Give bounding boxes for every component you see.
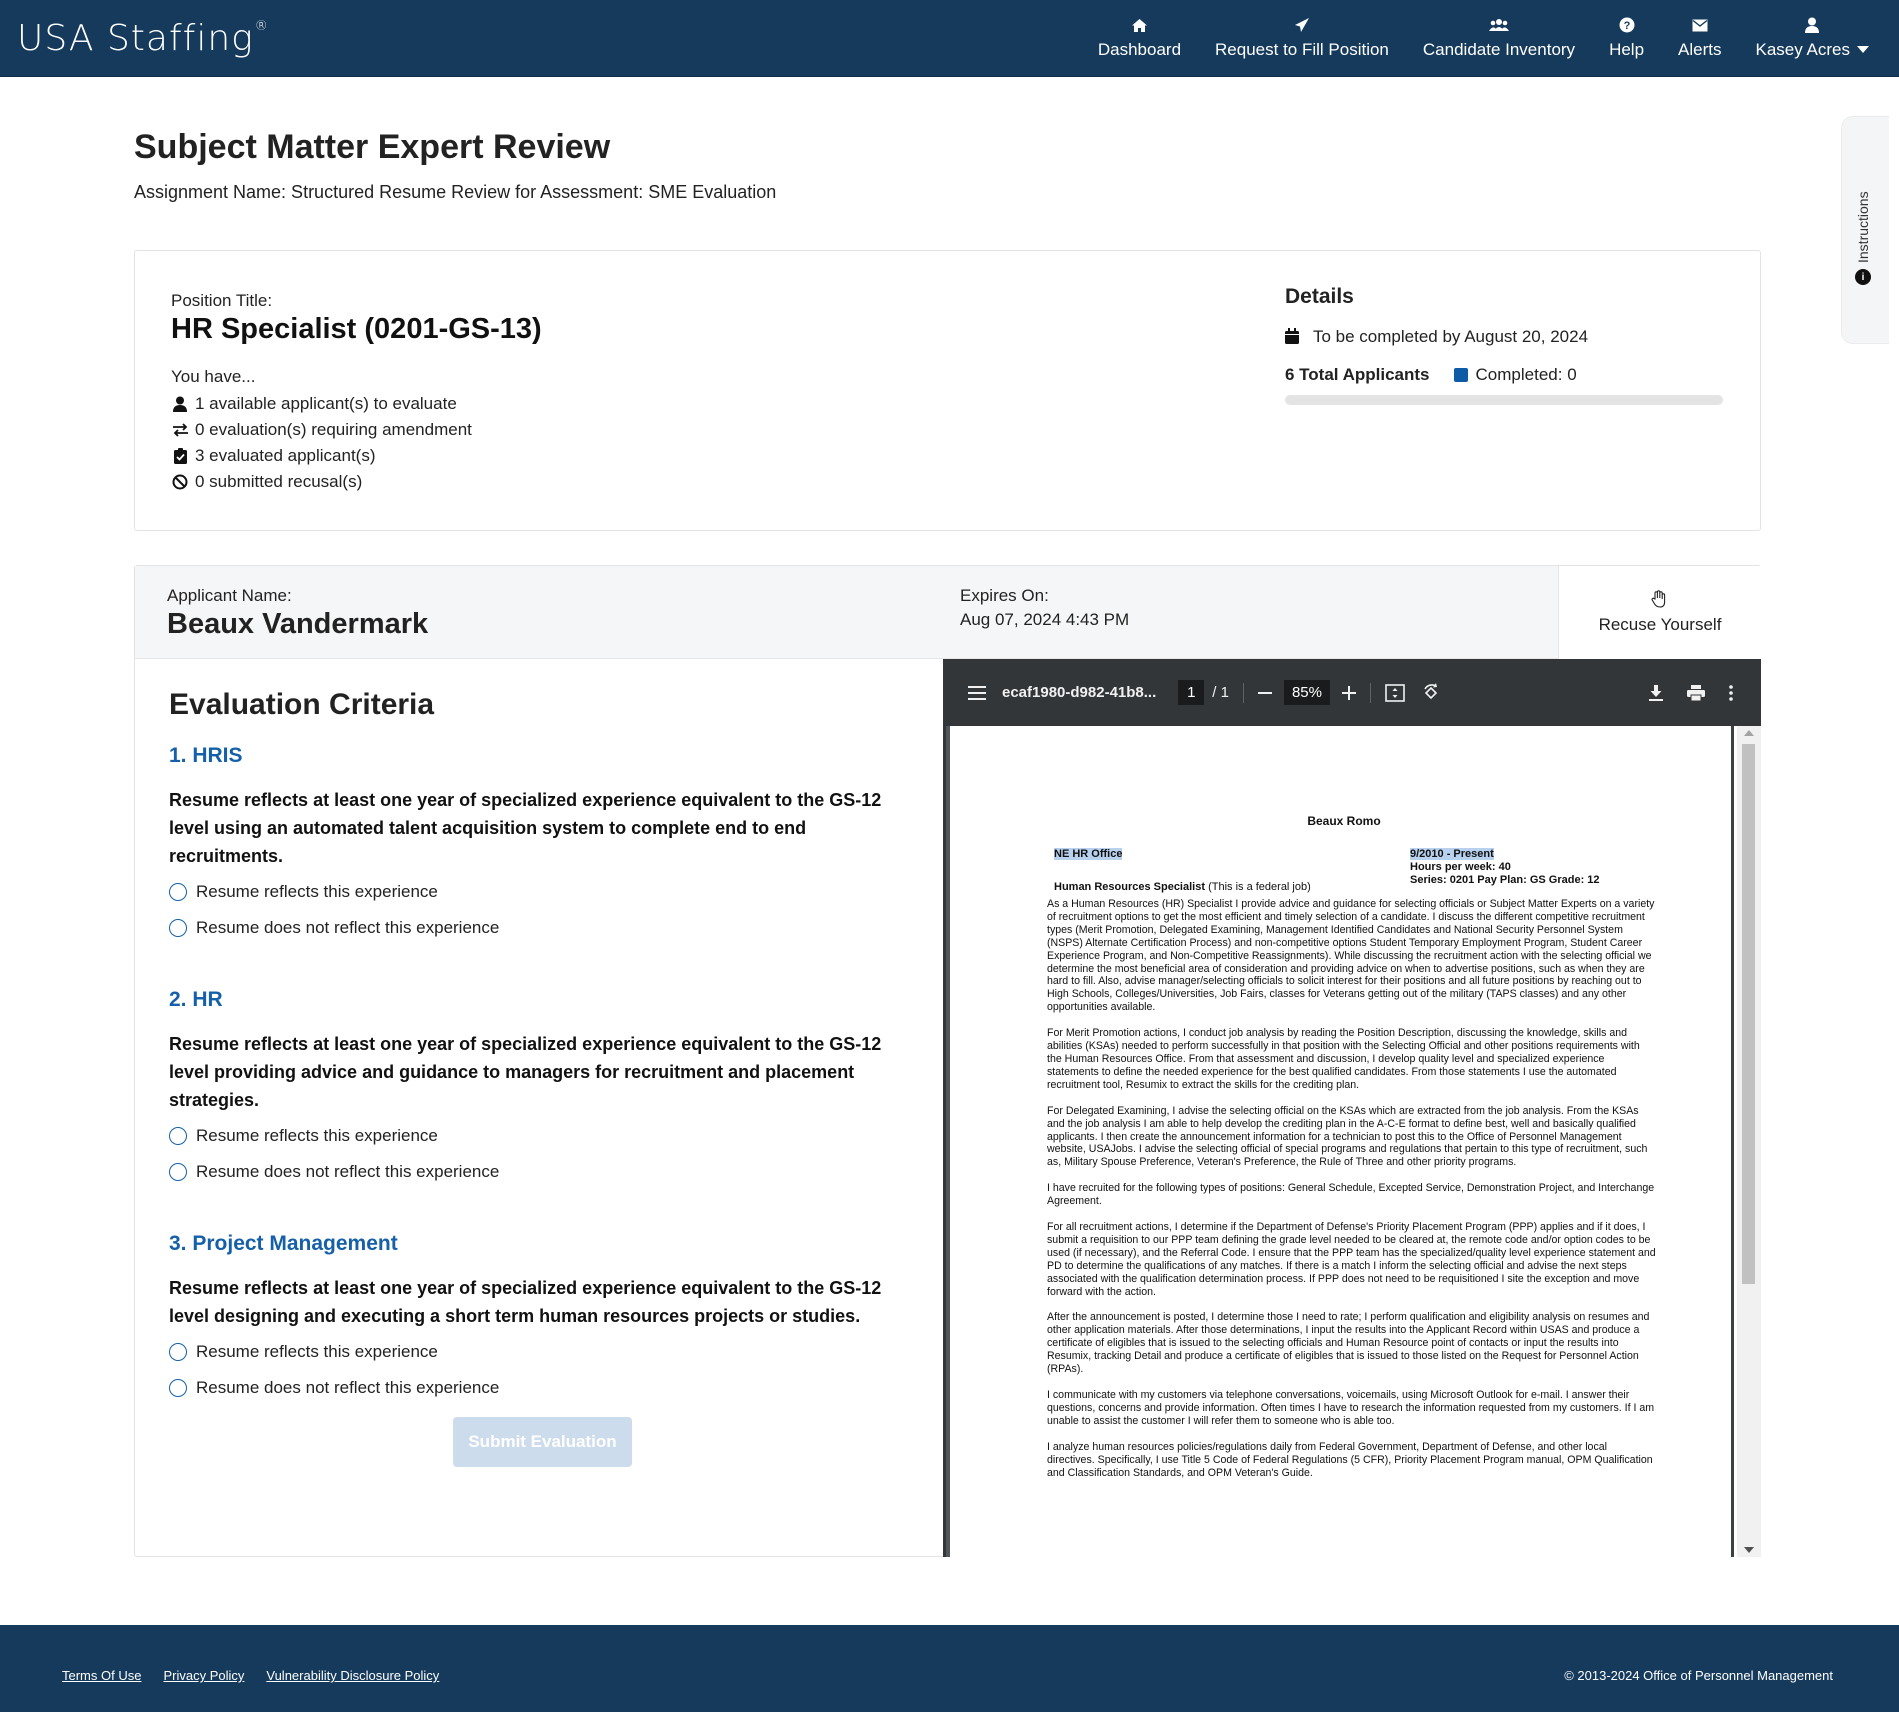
page-number-input[interactable]: 1 <box>1178 680 1204 705</box>
resume-paragraph: For all recruitment actions, I determine if the Department of Defense's Priority Placement Program (PPP) applies and if it does, I submit a requisition to our PPP team defining the grade level needed to be cleared at, the remote code and/or option codes to be used (if necessary), and the Referral Code. I ensure that the PPP team has the specialized/quality level experience statement and PD to determine the qualifications of any matches. If there is a match I inform the selecting official and advise the next steps associated with the qualification determination process. If PPP does not need to be requisitioned I site the exception and move forward with the action. <box>1047 1221 1656 1298</box>
user-icon <box>1802 16 1822 34</box>
criterion-text: Resume reflects at least one year of specialized experience equivalent to the GS-12 level designing and executing a short term human resources projects or studies. <box>169 1278 882 1326</box>
radio-circle[interactable] <box>169 1343 187 1361</box>
info-icon: i <box>1855 269 1871 285</box>
resume-paragraph: I analyze human resources policies/regulations daily from Federal Government, Department of Defense, and other local directives. Specifically, I use Title 5 Code of Federal Regulations (5 CFR), Priority Placement Program manual, OPM Qualification and Classification Standards, and OPM Veteran's Guide. <box>1047 1440 1653 1479</box>
resume-job-note: (This is a federal job) <box>1205 881 1311 893</box>
applicant-name: Beaux Vandermark <box>167 608 429 640</box>
nav-dashboard[interactable] <box>1098 0 1181 77</box>
applicant-evaluation-card <box>134 565 1761 1557</box>
print-icon[interactable] <box>1687 685 1705 701</box>
resume-office-text: NE HR Office <box>1054 848 1123 860</box>
expires-label: Expires On: <box>960 586 1049 605</box>
scroll-down-arrow-icon[interactable] <box>1744 1547 1754 1553</box>
due-date <box>1285 327 1725 347</box>
radio-does-not-reflect-experience[interactable] <box>169 1158 924 1186</box>
resume-office <box>1054 848 1122 860</box>
resume-paragraph: I have recruited for the following types of positions: General Schedule, Excepted Service, Demonstration Project, and Interchange Agreement. <box>1047 1182 1655 1208</box>
pdf-document-area[interactable] <box>946 726 1761 1557</box>
position-summary-card <box>134 250 1761 531</box>
privacy-policy-link[interactable]: Privacy Policy <box>163 1668 245 1683</box>
users-icon <box>1489 16 1509 34</box>
radio-label: Resume does not reflect this experience <box>196 1378 500 1397</box>
envelope-icon <box>1690 16 1710 34</box>
stat-text: 0 evaluation(s) requiring amendment <box>195 420 472 439</box>
applicant-counts <box>1285 365 1725 385</box>
radio-circle[interactable] <box>169 1127 187 1145</box>
copyright: © 2013-2024 Office of Personnel Management <box>1564 1668 1833 1683</box>
nav-candidate-inventory[interactable] <box>1423 0 1575 77</box>
details-title: Details <box>1285 285 1354 308</box>
registered-mark: ® <box>254 19 269 34</box>
zoom-in-icon[interactable] <box>1342 686 1356 700</box>
user-icon <box>171 395 189 413</box>
nav-help[interactable] <box>1609 0 1644 77</box>
evaluation-stats <box>171 391 472 495</box>
scroll-up-arrow-icon[interactable] <box>1744 730 1754 736</box>
fit-to-page-icon[interactable] <box>1385 684 1405 702</box>
resume-paragraph: For Delegated Examining, I advise the selecting official on the KSAs which are extracted from the job analysis. From the KSAs and the job analysis I am able to help develop the crediting plan in the A-C-E format to define best, well and basically qualified applicants. I then create the announcement information for a technician to post this to the Office of Personnel Management website, USAJobs. I advise the selecting official of special programs and regulations that pertain to this type of recruitment, such as, Military Spouse Preference, Veteran's Preference, the Rule of Three and other priority programs. <box>1047 1104 1648 1169</box>
ban-icon <box>171 473 189 491</box>
radio-does-not-reflect-experience[interactable] <box>169 1374 924 1402</box>
radio-reflects-experience[interactable] <box>169 1338 924 1366</box>
resume-dates: 9/2010 - Present <box>1410 848 1494 860</box>
resume-hours: Hours per week: 40 <box>1410 861 1511 873</box>
completion-progress-bar <box>1285 395 1723 405</box>
evaluation-criteria <box>169 688 924 1402</box>
stat-requiring-amendment <box>171 417 472 443</box>
menu-icon[interactable] <box>968 686 986 700</box>
hand-paper-icon <box>1651 590 1669 608</box>
pdf-page <box>954 726 1734 1557</box>
question-circle-icon <box>1617 16 1637 34</box>
resume-paragraph: After the announcement is posted, I determine those I need to rate; I perform qualification and eligibility analysis on resumes and other application materials. After those determinations, I input the results into the Applicant Record within USAS and produce a certificate of eligibles that is issued to the selecting officials and Human Resource point of contacts or input the results into Resumix, tracking Detail and produce a certificate of eligibles that is issued to those listed on the Request for Personnel Action (RPAs). <box>1047 1311 1650 1376</box>
position-title: HR Specialist (0201-GS-13) <box>171 313 542 345</box>
clipboard-check-icon <box>171 447 189 465</box>
user-name: Kasey Acres <box>1755 40 1850 59</box>
criterion-hr <box>169 988 924 1186</box>
logo-text: USA Staffing <box>17 18 254 59</box>
footer <box>0 1625 1899 1712</box>
paper-plane-icon <box>1292 16 1312 34</box>
scrollbar-thumb[interactable] <box>1742 744 1755 1284</box>
radio-label: Resume reflects this experience <box>196 1126 438 1145</box>
resume-paragraph: As a Human Resources (HR) Specialist I provide advice and guidance for selecting officials or Subject Matter Experts on a variety of recruitment options to get the most efficient and timely selection of a candidate. I discuss the different competitive recruitment types (Merit Promotion, Delegated Examining, Management Identified Candidates and National Security Personnel System (NSPS) Alternate Certification Process) and non-competitive options Student Temporary Employment Program, Student Career Experience Program, and Non-Competitive Reassignments). While discussing the recruitment action with the selecting official we determine the most beneficial area of consideration and providing advice on when to advertise positions, such as when they are hard to fill. Also, advise manager/selecting officials to solicit interest for their positions and all future positions by reaching out to High Schools, Colleges/Universities, Job Fairs, classes for Veterans getting out of the military (TAPS classes) and any other opportunities available. <box>1047 898 1655 1014</box>
toolbar-divider <box>1243 683 1244 703</box>
radio-circle[interactable] <box>169 883 187 901</box>
stat-text: 0 submitted recusal(s) <box>195 472 363 491</box>
radio-circle[interactable] <box>169 919 187 937</box>
completed-legend-swatch <box>1454 368 1468 382</box>
resume-name: Beaux Romo <box>1307 814 1381 828</box>
radio-reflects-experience[interactable] <box>169 1122 924 1150</box>
nav-alerts[interactable] <box>1678 0 1721 77</box>
radio-label: Resume does not reflect this experience <box>196 918 500 937</box>
stat-text: 1 available applicant(s) to evaluate <box>195 394 457 413</box>
nav-label: Help <box>1609 40 1645 59</box>
zoom-out-icon[interactable] <box>1258 692 1272 694</box>
criterion-text: Resume reflects at least one year of specialized experience equivalent to the GS-12 level using an automated talent acquisition system to complete end to end recruitments. <box>169 790 882 866</box>
total-applicants: 6 Total Applicants <box>1285 365 1430 384</box>
footer-links <box>62 1668 461 1683</box>
applicant-name-label: Applicant Name: <box>167 586 292 605</box>
instructions-label: Instructions <box>1855 191 1871 263</box>
page-title: Subject Matter Expert Review <box>134 128 611 166</box>
terms-of-use-link[interactable]: Terms Of Use <box>62 1668 142 1683</box>
caret-down-icon <box>1857 46 1869 53</box>
nav-user-menu[interactable] <box>1756 0 1870 77</box>
assignment-name: Assignment Name: Structured Resume Review for Assessment: SME Evaluation <box>134 182 777 202</box>
position-title-label: Position Title: <box>171 291 273 310</box>
radio-reflects-experience[interactable] <box>169 878 924 906</box>
radio-does-not-reflect-experience[interactable] <box>169 914 924 942</box>
vulnerability-disclosure-link[interactable]: Vulnerability Disclosure Policy <box>266 1668 440 1683</box>
resume-paragraph: For Merit Promotion actions, I conduct job analysis by reading the Position Description, discussing the knowledge, skills and abilities (KSAs) needed to perform successfully in that position with the Selecting Official and other positions requirements with the Human Resources Office. From that assessment and discussion, I develop quality level and specialized experience statements to define the needed experience for the best qualified candidates. From those statements I use the automated recruitment tool, Resumix to extract the skills for the crediting plan. <box>1047 1027 1640 1091</box>
exchange-icon <box>171 421 189 439</box>
pdf-scrollbar[interactable] <box>1737 726 1761 1557</box>
criterion-title: 3. Project Management <box>169 1232 398 1255</box>
home-icon <box>1129 16 1149 34</box>
radio-label: Resume does not reflect this experience <box>196 1162 500 1181</box>
instructions-tab-content <box>1855 191 1871 285</box>
resume-body <box>1047 898 1657 1492</box>
toolbar-divider <box>1370 683 1371 703</box>
stat-available-applicants <box>171 391 472 417</box>
criterion-title: 1. HRIS <box>169 744 243 767</box>
submit-evaluation-button[interactable]: Submit Evaluation <box>453 1417 632 1467</box>
stat-text: 3 evaluated applicant(s) <box>195 446 376 465</box>
pdf-filename: ecaf1980-d982-41b8... <box>1002 684 1157 701</box>
criterion-text: Resume reflects at least one year of specialized experience equivalent to the GS-12 level providing advice and guidance to managers for recruitment and placement strategies. <box>169 1034 882 1110</box>
resume-job-title <box>1054 881 1311 893</box>
criterion-project-management <box>169 1232 924 1402</box>
radio-label: Resume reflects this experience <box>196 1342 438 1361</box>
resume-job-meta <box>1410 848 1600 887</box>
nav-label: Alerts <box>1678 40 1722 59</box>
stat-evaluated-applicants <box>171 443 472 469</box>
expires-value: Aug 07, 2024 4:43 PM <box>960 610 1130 629</box>
page-total: / 1 <box>1212 684 1229 701</box>
nav-label: Request to Fill Position <box>1215 40 1389 59</box>
resume-paragraph: I communicate with my customers via telephone conversations, voicemails, using Microsoft Outlook for e-mail. I answer their questions, concerns and provide information. Often times I have to research the information requested from my customers. If I am unable to assist the customer I will refer them to someone who is able too. <box>1047 1389 1655 1427</box>
stat-submitted-recusals <box>171 469 472 495</box>
resume-series: Series: 0201 Pay Plan: GS Grade: 12 <box>1410 874 1600 886</box>
radio-circle[interactable] <box>169 1163 187 1181</box>
usa-staffing-logo[interactable] <box>17 18 269 59</box>
criterion-hris <box>169 744 924 942</box>
instructions-tab[interactable] <box>1841 116 1889 344</box>
evaluation-criteria-heading: Evaluation Criteria <box>169 688 435 721</box>
details-panel <box>1285 285 1725 405</box>
recuse-label: Recuse Yourself <box>1598 615 1722 634</box>
radio-circle[interactable] <box>169 1379 187 1397</box>
nav-label: Dashboard <box>1097 40 1182 59</box>
svg-text:?: ? <box>1623 20 1630 32</box>
recuse-yourself-button[interactable] <box>1558 566 1761 659</box>
radio-label: Resume reflects this experience <box>196 882 438 901</box>
more-options-icon[interactable] <box>1729 685 1733 701</box>
due-date-text: To be completed by August 20, 2024 <box>1313 327 1589 346</box>
resume-job-title-text: Human Resources Specialist <box>1054 881 1206 893</box>
calendar-icon <box>1285 328 1301 346</box>
pdf-viewer <box>943 659 1761 1557</box>
nav-label <box>1756 40 1870 60</box>
criterion-title: 2. HR <box>169 988 223 1011</box>
download-icon[interactable] <box>1649 685 1663 701</box>
applicant-header <box>135 566 1558 659</box>
pdf-toolbar <box>946 659 1761 726</box>
zoom-level-input[interactable]: 85% <box>1284 680 1330 705</box>
rotate-icon[interactable] <box>1421 683 1441 703</box>
main-nav <box>1064 0 1869 77</box>
completed-count: Completed: 0 <box>1475 365 1577 384</box>
you-have-label: You have... <box>171 367 256 386</box>
top-navigation-bar <box>0 0 1899 77</box>
nav-request-to-fill-position[interactable] <box>1215 0 1389 77</box>
nav-label: Candidate Inventory <box>1422 40 1576 59</box>
